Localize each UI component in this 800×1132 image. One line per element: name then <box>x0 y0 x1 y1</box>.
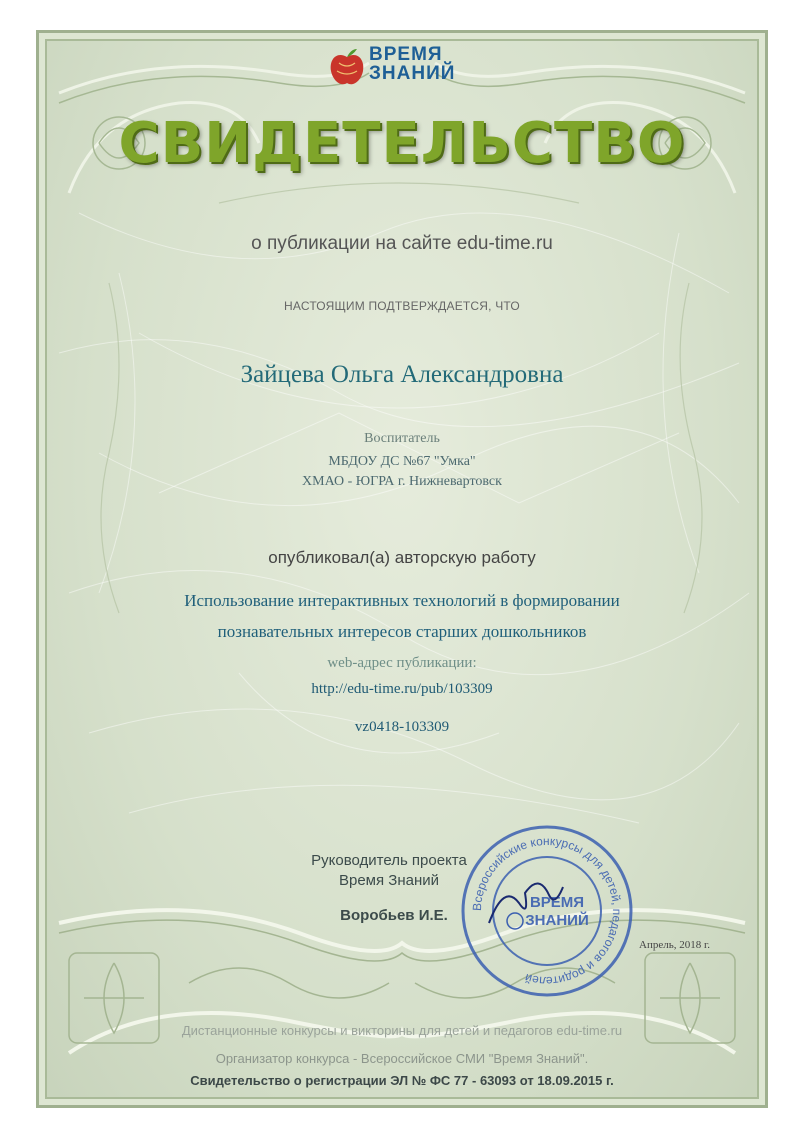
logo-line-1: ВРЕМЯ <box>369 44 443 65</box>
issue-date: Апрель, 2018 г. <box>639 939 710 951</box>
publication-url[interactable]: http://edu-time.ru/pub/103309 <box>311 681 493 697</box>
stamp-ring-text: Всероссийские конкурсы для детей, педагогов и родителей <box>469 833 625 989</box>
publication-code: vz0418-103309 <box>354 719 450 735</box>
brand-logo <box>329 45 479 95</box>
stamp-center-line-2: ЗНАНИЙ <box>525 912 589 929</box>
web-address-label: web-адрес публикации: <box>327 655 477 671</box>
certificate-page <box>36 30 768 1108</box>
official-stamp <box>459 823 635 999</box>
recipient-name: Зайцева Ольга Александровна <box>240 361 564 388</box>
footer-line-1: Дистанционные конкурсы и викторины для детей и педагогов edu-time.ru <box>181 1023 623 1038</box>
footer-line-3: Свидетельство о регистрации ЭЛ № ФС 77 - 63093 от 18.09.2015 г. <box>190 1073 614 1088</box>
stamp-apple-icon <box>507 913 523 929</box>
recipient-organization: МБДОУ ДС №67 "Умка" <box>328 454 476 469</box>
apple-icon <box>329 47 365 87</box>
project-leader-line-2: Время Знаний <box>338 872 440 889</box>
publication-title-line-1: Использование интерактивных технологий в формировании <box>184 591 620 610</box>
confirm-text: НАСТОЯЩИМ ПОДТВЕРЖДАЕТСЯ, ЧТО <box>284 299 520 313</box>
logo-line-2: ЗНАНИЙ <box>369 63 456 84</box>
subtitle: о публикации на сайте edu-time.ru <box>251 233 553 254</box>
footer-line-2: Организатор конкурса - Всероссийское СМИ "Время Знаний". <box>215 1051 589 1066</box>
logo-text <box>369 45 455 83</box>
project-leader-line-1: Руководитель проекта <box>311 852 467 869</box>
publication-title-line-2: познавательных интересов старших дошкольников <box>217 622 587 641</box>
recipient-region: ХМАО - ЮГРА г. Нижневартовск <box>302 474 502 489</box>
stamp-center-line-1: ВРЕМЯ <box>529 894 585 911</box>
recipient-position: Воспитатель <box>364 431 440 446</box>
certificate-title: СВИДЕТЕЛЬСТВО <box>118 111 686 176</box>
project-leader-name: Воробьев И.Е. <box>340 907 448 924</box>
published-label: опубликовал(а) авторскую работу <box>268 548 536 567</box>
publication-title <box>39 585 765 647</box>
